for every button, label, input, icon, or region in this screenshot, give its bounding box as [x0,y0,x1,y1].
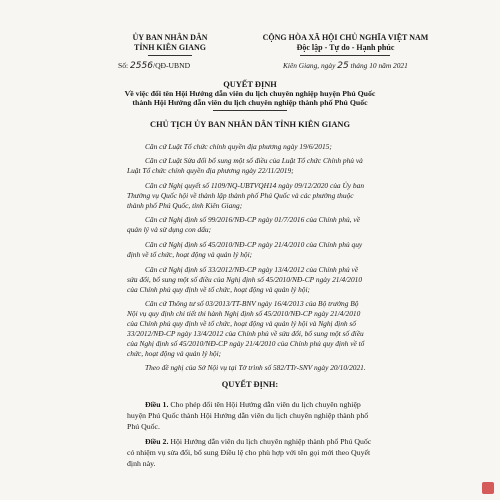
basis-line: Căn cứ Luật Tổ chức chính quyền địa phương ngày 19/6/2015; [145,142,332,151]
date-handwritten-day: 25 [337,61,349,71]
basis-line: Căn cứ Nghị định số 99/2016/NĐ-CP ngày 01/7/2016 của Chính phủ, về [145,215,360,224]
basis-line: Căn cứ Nghị định số 45/2010/NĐ-CP ngày 21/4/2010 của Chính phủ quy [145,240,363,249]
nation-underline [300,55,390,56]
nation-line-2: Độc lập - Tự do - Hạnh phúc [296,43,395,52]
basis-line: Căn cứ Luật Sửa đổi bổ sung một số điều của Luật Tổ chức Chính phủ và [145,156,363,165]
date-suffix: tháng 10 năm 2021 [350,61,408,70]
article-2-label: Điều 2. [145,437,169,446]
decision-section-label: QUYẾT ĐỊNH: [221,380,279,389]
date-prefix: Kiên Giang, ngày [283,61,336,70]
agency-header [105,33,235,53]
basis-line: của Nghị định số 45/2010/NĐ-CP ngày 21/4/2010 của Chính phủ quy định về tổ [127,339,365,348]
basis-line: 33/2012/NĐ-CP ngày 13/4/2012 của Chính phủ về sửa đổi, bổ sung một số điều [127,329,364,338]
basis-line: quản lý và sử dụng con dấu; [127,225,212,234]
basis-line: Căn cứ Nghị quyết số 1109/NQ-UBTVQH14 ngày 09/12/2020 của Ủy ban [145,181,365,190]
basis-line: của Chính phủ quy định về tổ chức, hoạt động và quản lý hội; [127,285,311,294]
doc-no-suffix: /QĐ-UBND [152,61,191,70]
article-2-line: Hội Hướng dẫn viên du lịch chuyên nghiệp thành phố Phú Quốc [170,437,372,446]
article-1-label: Điều 1. [145,400,169,409]
basis-line: Nội vụ quy định chi tiết thi hành Nghị định số 45/2010/NĐ-CP ngày 21/4/2010 [127,309,361,318]
nation-header [258,33,433,53]
agency-line-2: TỈNH KIÊN GIANG [133,43,206,52]
issuing-authority: CHỦ TỊCH ỦY BAN NHÂN DÂN TỈNH KIÊN GIANG [150,120,350,129]
corner-watermark-icon [482,482,494,494]
article-2-line: định này. [127,459,156,468]
article-2-line: có nhiệm vụ sửa đổi, bổ sung Điều lệ cho phù hợp với tên gọi mới theo Quyết [127,448,371,457]
agency-line-1: ỦY BAN NHÂN DÂN [132,33,208,42]
decision-subject-line-1: Về việc đổi tên Hội Hướng dẫn viên du lịch chuyên nghiệp huyện Phú Quốc [124,89,376,98]
article-1-line: huyện Phú Quốc thành Hội Hướng dẫn viên du lịch chuyên nghiệp thành phố [127,411,369,420]
basis-line: sửa đổi, bổ sung một số điều của Nghị định số 45/2010/NĐ-CP ngày 21/4/2010 [127,275,363,284]
basis-line: Căn cứ Thông tư số 03/2013/TT-BNV ngày 16/4/2013 của Bộ trưởng Bộ [145,299,359,308]
article-1-line: Phú Quốc. [127,422,160,431]
basis-line: Căn cứ Nghị định số 33/2012/NĐ-CP ngày 13/4/2012 của Chính phủ về [145,265,359,274]
basis-line: định về tổ chức, hoạt động và quản lý hội; [127,250,253,259]
basis-line: của Chính phủ quy định về tổ chức, hoạt động và quản lý hội và Nghị định số [127,319,357,328]
doc-no-prefix: Số: [118,61,129,70]
basis-line: Thường vụ Quốc hội về thành lập thành phố Phú Quốc và các phường thuộc [127,191,354,200]
decision-subject-line-2: thành Hội Hướng dẫn viên du lịch chuyên nghiệp thành phố Phú Quốc [132,98,368,107]
basis-line: Luật Tổ chức chính quyền địa phương ngày 22/11/2019; [127,166,294,175]
agency-underline [148,55,192,56]
basis-line: chức, hoạt động và quản lý hội; [127,349,222,358]
basis-line: thành phố Phú Quốc, tỉnh Kiên Giang; [127,201,243,210]
document-date [283,61,408,71]
nation-line-1: CỘNG HÒA XÃ HỘI CHỦ NGHĨA VIỆT NAM [262,33,429,42]
decision-title-label: QUYẾT ĐỊNH [223,80,277,89]
document-number [118,61,190,71]
article-1-line: Cho phép đổi tên Hội Hướng dẫn viên du lịch chuyên nghiệp [170,400,361,409]
title-underline [213,110,287,111]
basis-line: Theo đề nghị của Sở Nội vụ tại Tờ trình số 582/TTr-SNV ngày 20/10/2021. [145,363,366,372]
doc-no-handwritten: 2556 [130,61,153,71]
